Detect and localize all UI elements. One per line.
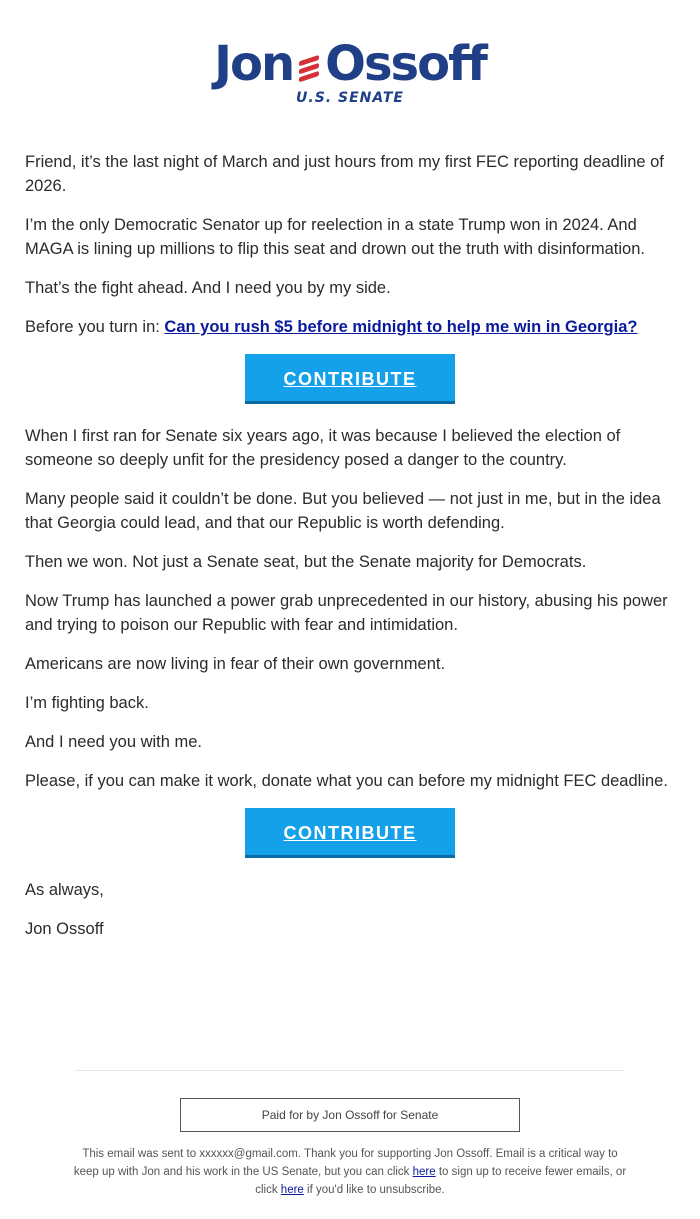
- footer-text-2: to sign up to receive fewer emails, or click: [255, 1166, 627, 1196]
- signature: Jon Ossoff: [25, 920, 104, 938]
- paid-for-disclaimer: Paid for by Jon Ossoff for Senate: [180, 1098, 520, 1132]
- donate-inline-link[interactable]: Can you rush $5 before midnight to help me win in Georgia?: [164, 318, 638, 336]
- contribute-button-1[interactable]: CONTRIBUTE: [245, 354, 455, 404]
- logo-wordmark: [0, 36, 700, 92]
- campaign-logo: [0, 36, 700, 116]
- footer-text-1: This email was sent to xxxxxx@gmail.com. Thank you for supporting Jon Ossoff. Email is a critical way to keep up with Jon and his work in the US Senate, but you can click: [73, 1148, 618, 1178]
- paragraph-ask: [25, 315, 675, 339]
- paragraph-won: Then we won. Not just a Senate seat, but the Senate majority for Democrats.: [25, 553, 587, 571]
- paragraph-fear: Americans are now living in fear of their own government.: [25, 655, 446, 673]
- email-body: [25, 150, 675, 956]
- paragraph-need-you: And I need you with me.: [25, 733, 203, 751]
- footer-text-3: if you'd like to unsubscribe.: [303, 1184, 445, 1196]
- paragraph-reelection: I’m the only Democratic Senator up for reelection in a state Trump won in 2024. And MAGA is lining up millions to flip this seat and drown out the truth with disinformation.: [25, 216, 645, 258]
- paragraph-believed: Many people said it couldn’t be done. But you believed — not just in me, but in the idea that Georgia could lead, and that our Republic is worth defending.: [25, 490, 661, 532]
- signoff: As always,: [25, 881, 104, 899]
- logo-last-name: Ossoff: [325, 36, 486, 92]
- paragraph-donate: Please, if you can make it work, donate what you can before my midnight FEC deadline.: [25, 772, 668, 790]
- logo-subtitle: U.S. SENATE: [296, 90, 404, 106]
- paragraph-fighting: I’m fighting back.: [25, 694, 149, 712]
- paragraph-first-run: When I first ran for Senate six years ago, it was because I believed the election of someone so deeply unfit for the presidency posed a danger to the country.: [25, 427, 621, 469]
- flag-stripes-icon: [297, 48, 323, 88]
- unsubscribe-link[interactable]: here: [280, 1184, 304, 1196]
- footer-divider: [75, 1070, 625, 1071]
- footer-notice: [70, 1145, 630, 1199]
- fewer-emails-link[interactable]: here: [412, 1166, 436, 1178]
- contribute-button-wrap-2: [25, 808, 675, 860]
- ask-prefix: Before you turn in:: [25, 318, 165, 336]
- contribute-button-wrap-1: [25, 354, 675, 406]
- paragraph-intro: Friend, it’s the last night of March and just hours from my first FEC reporting deadline of 2026.: [25, 153, 664, 195]
- paragraph-fight: That’s the fight ahead. And I need you by my side.: [25, 279, 391, 297]
- logo-first-name: Jon: [214, 36, 294, 92]
- paragraph-power-grab: Now Trump has launched a power grab unprecedented in our history, abusing his power and trying to poison our Republic with fear and intimidation.: [25, 592, 668, 634]
- contribute-button-2[interactable]: CONTRIBUTE: [245, 808, 455, 858]
